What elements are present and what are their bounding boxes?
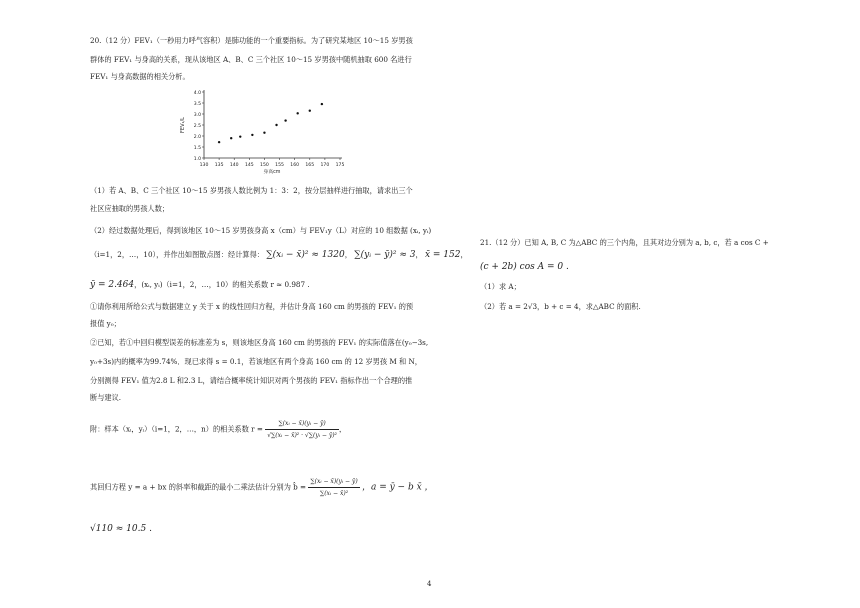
x-bar-value: x̄ = 152 [424,250,461,260]
q21-part2: （2）若 a = 2√3，b + c = 4，求△ABC 的面积. [480,302,641,311]
q21-part1: （1）求 A； [480,282,521,291]
data-point [218,141,220,143]
y-tick-label: 1.5 [193,146,201,151]
y-tick-label: 3.5 [193,102,201,107]
data-point [284,119,286,121]
q20-subq1-line-2: 报值 y₀； [90,319,121,328]
data-point [239,135,241,137]
formula-r-denominator: √∑(xᵢ − x̄)² · √∑(yᵢ − ȳ)² [267,432,337,439]
data-point [296,112,298,114]
formula-r-numerator: ∑(xᵢ − x̄)(yᵢ − ȳ) [265,418,339,430]
q20-intro-line-2: 群体的 FEV₁ 与身高的关系，现从该地区 A、B、C 三个社区 10～15 岁男孩中随机抽取 600 名进行 [90,55,412,64]
q21-equation: (c + 2b) cos A = 0 . [480,262,569,272]
q20-intro-line-3: FEV₁ 与身高数据的相关分析。 [90,72,190,81]
formula-r-fraction [265,418,339,441]
q20-subq2-line-4: 断与建议. [90,393,122,402]
x-tick-label: 150 [260,163,269,168]
q20-part1-line-1: （1）若 A、B、C 三个社区 10～15 岁男孩人数比例为 1：3：2，按分层抽样进行抽取，请求出三个 [90,186,413,195]
formula-b-numerator: ∑(xᵢ − x̄)(yᵢ − ȳ) [308,476,359,488]
data-point [321,103,323,105]
q20-part2-index-text: （i=1，2，…，10），并作出如图散点图：经计算得： [90,250,264,259]
x-tick-label: 140 [229,163,239,168]
x-tick-label: 175 [335,163,345,168]
formula-correlation: 附：样本（xᵢ，yᵢ）（i=1，2，…，n）的相关系数 r = $\frac{\text{∑(xᵢ − x̄)(yᵢ − ȳ)}}{\text{√∑(xᵢ − x̄)² · √∑(yᵢ − ȳ)²}}$ ， [90,420,347,439]
formula-a: ，a = ȳ − b x̄ ， [361,482,434,493]
scatter-chart [178,86,350,176]
x-tick-label: 155 [275,163,284,168]
y-tick-label: 4.0 [193,91,201,96]
x-tick-label: 130 [199,163,209,168]
q20-part2-line-2: （i=1，2，…，10），并作出如图散点图：经计算得： ∑(xᵢ − x̄)² ≈ 1320， ∑(yᵢ − ȳ)² ≈ 3， x̄ = 152， [90,250,468,260]
x-tick-label: 170 [320,163,330,168]
data-point [309,110,311,112]
y-tick-label: 1.0 [193,157,201,162]
q21-line-1: 21.（12 分）已知 A, B, C 为△ABC 的三个内角，且其对边分别为 a, b, c，若 a cos C + [480,238,769,247]
x-tick-label: 160 [290,163,300,168]
y-bar-value: ȳ = 2.464 [90,280,135,290]
q20-part2-line-1: （2）经过数据处理后，得到该地区 10～15 岁男孩身高 x（cm）与 FEV₁y（L）对应的 10 组数据 (xᵢ, yᵢ) [90,226,432,235]
q20-subq2-line-2: y₀+3s)内的概率为99.74%．现已求得 s = 0.1，若该地区有两个身高 160 cm 的 12 岁男孩 M 和 N， [90,357,422,366]
x-axis-label: 身高cm [263,170,281,175]
formula-b-denominator: ∑(xᵢ − x̄)² [319,490,349,497]
sqrt-note [90,524,152,534]
q20-part1-line-2: 社区应抽取的男孩人数； [90,204,170,213]
formula-b-label: 其回归方程 y = a + bx 的斜率和截距的最小二乘法估计分别为 b̂ = [90,482,307,492]
x-tick-label: 135 [214,163,224,168]
q20-subq2-line-1: ②已知，若①中回归模型误差的标准差为 s，则该地区身高 160 cm 的男孩的 FEV₁ 的实际值落在(y₀−3s, [90,338,429,347]
q20-part2-line-3 [90,280,310,290]
formula-b-fraction [308,476,359,499]
q21-line-2 [480,262,569,272]
page-number: 4 [427,580,432,588]
formula-r-label: 附：样本（xᵢ，yᵢ）（i=1，2，…，n）的相关系数 r = [90,424,263,434]
data-point [230,137,232,139]
sqrt-note-text: √110 ≈ 10.5 . [90,524,152,534]
y-tick-label: 2.0 [193,135,201,140]
y-axis-label: FEV₁/L [180,117,186,133]
x-tick-label: 165 [305,163,315,168]
q20-subq2-line-3: 分别测得 FEV₁ 值为2.8 L 和2.3 L，请结合概率统计知识对两个男孩的 FEV₁ 指标作出一个合理的推 [90,376,413,385]
correlation-text: ，(xᵢ, yᵢ)（i=1，2，…，10）的相关系数 r ≈ 0.987 . [134,280,310,289]
y-tick-label: 2.5 [193,124,201,129]
q20-intro-line-1: 20.（12 分）FEV₁（一秒用力呼气容积）是肺功能的一个重要指标。为了研究某地区 10～15 岁男孩 [90,36,413,45]
x-tick-label: 145 [244,163,254,168]
y-tick-label: 3.0 [193,113,201,118]
formula-regression [90,476,434,499]
data-point [263,132,265,134]
sum-y-squared: ∑(yᵢ − ȳ)² ≈ 3 [354,250,416,260]
data-point [275,124,277,126]
q20-subq1-line-1: ①请你利用所给公式与数据建立 y 关于 x 的线性回归方程，并估计身高 160 cm 的男孩的 FEV₁ 的预 [90,302,414,311]
data-point [251,134,253,136]
sum-x-squared: ∑(xᵢ − x̄)² ≈ 1320 [266,250,345,260]
